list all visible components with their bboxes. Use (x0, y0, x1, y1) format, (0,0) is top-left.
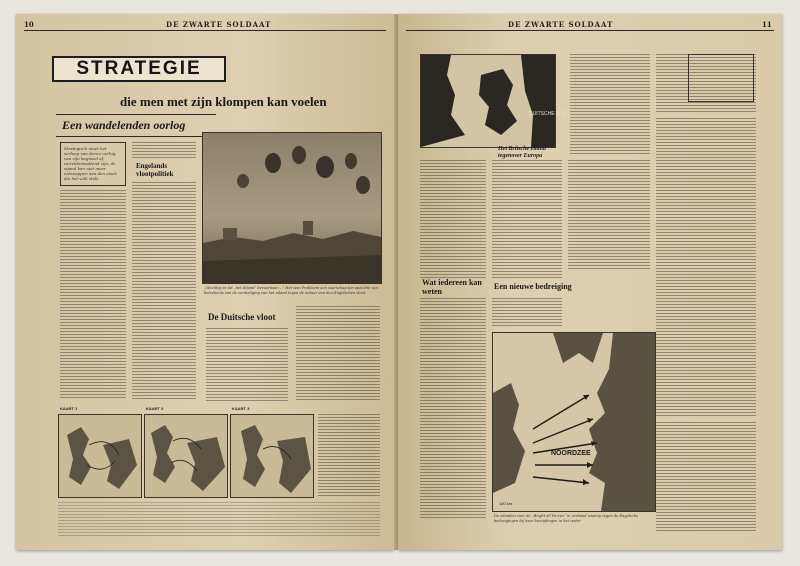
britain-map (420, 54, 567, 148)
right-page (398, 14, 782, 550)
right-page-header: DE ZWARTE SOLDAAT (508, 20, 614, 29)
text-column (568, 160, 650, 270)
header-rule (406, 30, 774, 31)
intro-box: Strategisch moet het verloop van dezen oorlog, van zijn beginsel af, wereldomvattend zijn; de vijand kan niet meer ontsnappen aan den eisch die het volk stelt. (60, 142, 126, 186)
photo-caption: „Mochtig en tot „het Eiland” bevaarbaar....” Het sein Probleem een vaarschap ten opzichte van beteekenis van de verdediging van het eiland tegen de natuur van den Engelschen vloot. (204, 286, 378, 295)
subhead-vlootpolitiek: Engelands vlootpolitiek (136, 162, 174, 178)
left-page-number: 10 (24, 20, 34, 29)
text-column (296, 306, 380, 402)
text-column (656, 422, 756, 532)
text-column (492, 298, 562, 328)
text-column (132, 142, 196, 158)
text-column (206, 328, 288, 402)
section-rule (56, 136, 216, 137)
left-page-header: DE ZWARTE SOLDAAT (166, 20, 272, 29)
north-sea-label: NOORDZEE (551, 450, 591, 457)
scale-label: 100 km (499, 501, 513, 506)
map-1 (58, 414, 142, 498)
text-column (656, 118, 756, 418)
map-label: KAART 1 (60, 406, 78, 411)
left-page (16, 14, 394, 550)
header-rule (24, 30, 386, 31)
subhead-bedreiging: Een nieuwe bedreiging (494, 282, 572, 291)
article-title: STRATEGIE (52, 56, 226, 82)
subhead-duitsche-vloot: De Duitsche vloot (208, 312, 276, 322)
text-column (420, 160, 486, 278)
text-column (420, 298, 486, 520)
text-column (60, 190, 126, 400)
text-column (132, 182, 196, 400)
bottom-map-caption: De eilanden voor de „Bright all Forces” in verband waarop tegen de Engelsche bedreigingen bij haar bevrijdingen in het water (494, 514, 639, 523)
map-label: KAART 3 (232, 406, 250, 411)
text-column (492, 160, 562, 278)
map-3 (230, 414, 314, 498)
text-column (570, 54, 650, 154)
subtitle-rule (56, 114, 216, 115)
quote-box (688, 54, 754, 102)
zeppelin-photo (202, 132, 382, 284)
article-subtitle: die men met zijn klompen kan voelen (120, 94, 327, 109)
text-column (58, 502, 380, 538)
north-sea-map (492, 332, 656, 512)
map-sea-label: DUITSCHE RIJK (529, 111, 567, 117)
map-caption: Het Britsche eiland tegenover Europa (498, 146, 546, 159)
right-page-number: 11 (762, 20, 772, 29)
section-title: Een wandelenden oorlog (62, 118, 186, 132)
text-column (318, 414, 380, 496)
subhead-iedereen: Wat iedereen kan weten (422, 278, 482, 296)
map-2 (144, 414, 228, 498)
map-label: KAART 2 (146, 406, 164, 411)
